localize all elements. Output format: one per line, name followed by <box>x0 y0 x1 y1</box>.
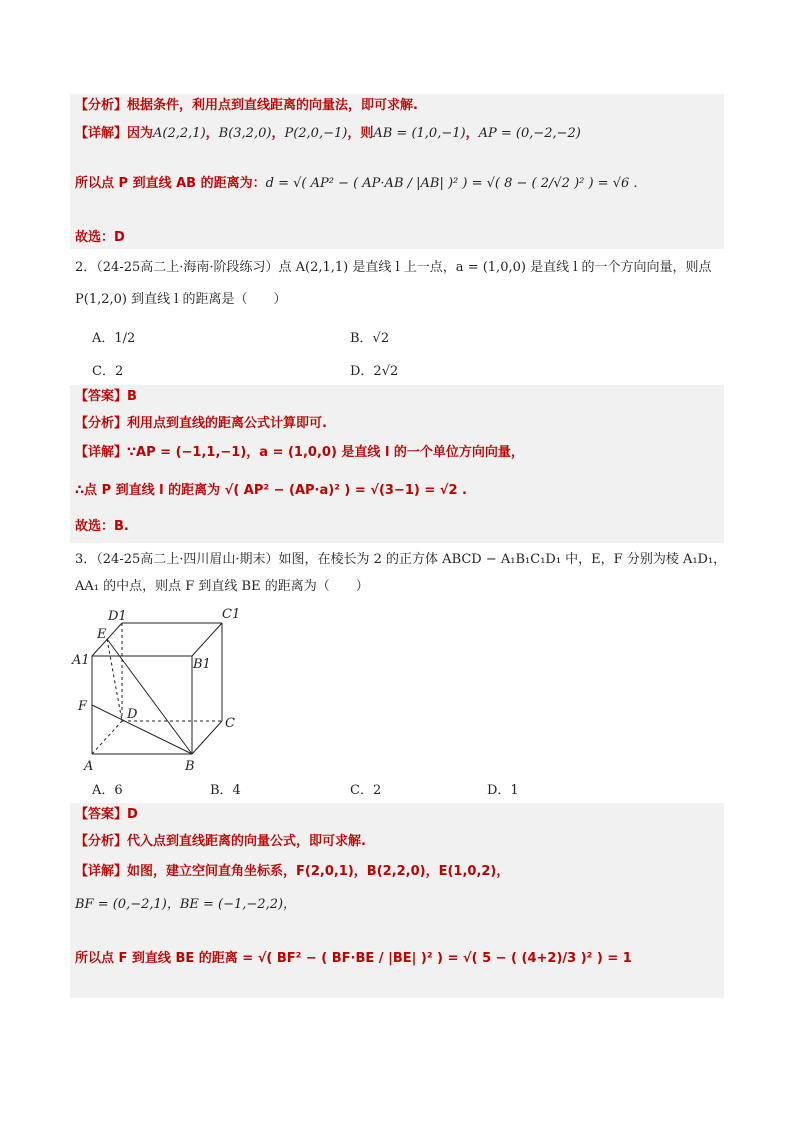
q2-option-c[interactable]: C．2 <box>92 364 124 379</box>
detail-tag: 【详解】 <box>75 126 128 141</box>
label-e: E <box>97 627 107 642</box>
q3-distance-text: 所以点 F 到直线 BE 的距离 = √( BF² − ( BF·BE / |BE| )² ) = √( 5 − ( (4+2)/3 )² ) = 1 <box>75 951 632 966</box>
q3-answer-line <box>75 806 138 824</box>
q1-detail-line: 【详解】因为A(2,2,1)，B(3,2,0)，P(2,0,−1)，则AB = (1,0,−1)，AP = (0,−2,−2) <box>75 126 581 141</box>
label-f: F <box>78 699 88 714</box>
q2-option-d[interactable]: D．2√2 <box>350 364 399 379</box>
q3-stem-line-1: 3．（24-25高二上·四川眉山·期末）如图，在棱长为 2 的正方体 ABCD − A₁B₁C₁D₁ 中，E，F 分别为棱 A₁D₁， <box>75 552 727 567</box>
q3-answer: D <box>127 807 138 822</box>
label-b: B <box>185 759 195 774</box>
analysis-tag: 【分析】 <box>75 416 128 431</box>
q1-choice-line <box>75 229 125 247</box>
q3-vectors-line <box>75 896 296 914</box>
q2-choice: 故选：B. <box>75 519 129 534</box>
answer-tag: 【答案】 <box>75 807 128 822</box>
q3-option-d[interactable]: D．1 <box>487 783 519 798</box>
label-a: A <box>84 759 94 774</box>
q2-distance-text: ∴点 P 到直线 l 的距离为 √( AP² − (AP·a)² ) = √(3−1) = √2 . <box>75 483 467 498</box>
q2-detail-text: ∵AP = (−1,1,−1)，a = (1,0,0) 是直线 l 的一个单位方向向量， <box>127 445 524 460</box>
label-c: C <box>225 716 235 731</box>
label-d: D <box>127 707 138 722</box>
q2-option-a[interactable]: A．1/2 <box>92 331 136 346</box>
q2-choice-line <box>75 518 129 536</box>
q1-solution-block <box>70 94 724 249</box>
q1-distance-formula: d = √( AP² − ( AP·AB / |AB| )² ) = √( 8 − ( 2/√2 )² ) = √6 . <box>265 176 638 191</box>
label-d1: D1 <box>108 609 127 624</box>
q1-detail-lead: 因为 <box>127 126 154 141</box>
label-b1: B1 <box>193 657 211 672</box>
q3-option-a[interactable]: A．6 <box>92 783 123 798</box>
q1-point-a: A(2,2,1) <box>153 126 206 141</box>
q1-vector-ab: AB = (1,0,−1) <box>373 126 466 141</box>
q2-distance-line <box>75 482 467 500</box>
q3-analysis-text: 代入点到直线距离的向量公式，即可求解. <box>127 834 366 849</box>
q1-analysis-line <box>75 97 418 115</box>
analysis-tag: 【分析】 <box>75 98 128 113</box>
q2-stem-line-1: 2．（24-25高二上·海南·阶段练习）点 A(2,1,1) 是直线 l 上一点，a = (1,0,0) 是直线 l 的一个方向向量，则点 <box>75 260 712 275</box>
detail-tag: 【详解】 <box>75 864 128 879</box>
q1-choice: 故选：D <box>75 230 125 245</box>
label-c1: C1 <box>222 607 241 622</box>
q1-point-p: P(2,0,−1) <box>284 126 348 141</box>
q2-option-b[interactable]: B．√2 <box>350 331 390 346</box>
q3-detail-text: 如图，建立空间直角坐标系，F(2,0,1)，B(2,2,0)，E(1,0,2)， <box>127 864 510 879</box>
q2-solution-block <box>70 385 724 543</box>
q3-option-b[interactable]: B．4 <box>210 783 241 798</box>
q3-stem-line-2: AA₁ 的中点，则点 F 到直线 BE 的距离为（ ） <box>75 579 369 594</box>
q1-then: ，则 <box>347 126 374 141</box>
q3-distance-line <box>75 950 632 968</box>
q2-answer: B <box>127 389 137 404</box>
q3-option-c[interactable]: C．2 <box>350 783 382 798</box>
q1-distance-line <box>75 175 638 193</box>
answer-tag: 【答案】 <box>75 389 128 404</box>
q3-analysis-line <box>75 833 366 851</box>
q1-analysis-text: 根据条件，利用点到直线距离的向量法，即可求解. <box>127 98 418 113</box>
q1-point-b: B(3,2,0) <box>218 126 272 141</box>
label-a1: A1 <box>72 653 90 668</box>
q2-detail-line <box>75 444 524 462</box>
analysis-tag: 【分析】 <box>75 834 128 849</box>
detail-tag: 【详解】 <box>75 445 128 460</box>
q2-analysis-text: 利用点到直线的距离公式计算即可. <box>127 416 327 431</box>
q1-distance-lead: 所以点 P 到直线 AB 的距离为： <box>75 176 266 191</box>
q1-vector-ap: AP = (0,−2,−2) <box>478 126 581 141</box>
q2-analysis-line <box>75 415 327 433</box>
q2-answer-line <box>75 388 137 406</box>
cube-figure <box>70 604 250 774</box>
q2-stem-line-2: P(1,2,0) 到直线 l 的距离是（ ） <box>75 292 287 307</box>
q3-detail-line <box>75 863 509 881</box>
q3-vectors: BF = (0,−2,1)，BE = (−1,−2,2)， <box>75 897 297 912</box>
